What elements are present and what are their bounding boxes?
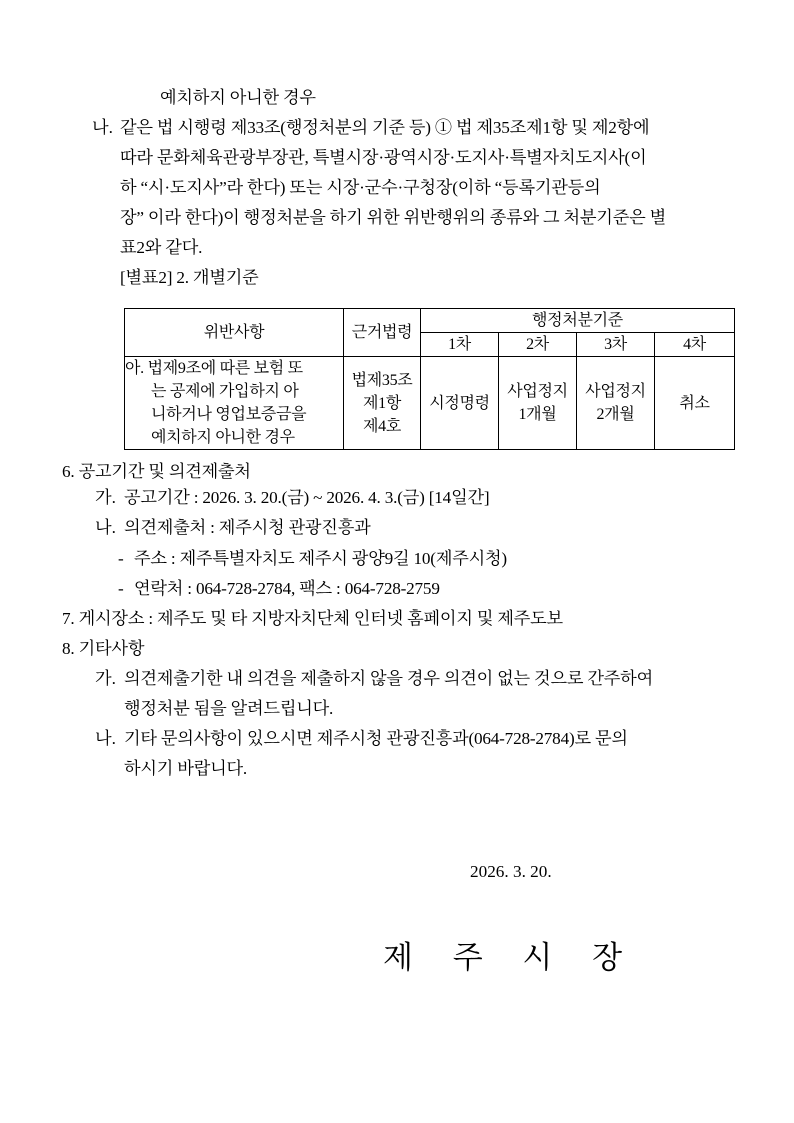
section-7	[62, 604, 563, 634]
section-6-item-na-marker: 나.	[95, 518, 116, 537]
section-8-item-ga-line-2: 행정처분 됨을 알려드립니다.	[124, 699, 334, 718]
disposition-table	[124, 308, 735, 450]
section-6-number: 6.	[62, 462, 75, 481]
disposition-table-wrapper	[124, 308, 734, 450]
step-2-duration: 1개월	[518, 406, 557, 423]
carryover-line: 예치하지 아니한 경우	[160, 88, 316, 107]
cell-step-1	[421, 357, 499, 450]
issuer-signature: 제 주 시 장	[383, 940, 639, 975]
violation-line-1: 아. 법제9조에 따른 보험 또	[125, 360, 303, 377]
section-6-address-text: 주소 : 제주특별자치도 제주시 광양9길 10(제주시청)	[134, 549, 507, 568]
section-7-title: 게시장소 : 제주도 및 타 지방자치단체 인터넷 홈페이지 및 제주도보	[78, 609, 563, 628]
violation-line-4: 예치하지 아니한 경우	[151, 429, 295, 446]
step-1-value: 시정명령	[429, 394, 490, 412]
step-2-value: 사업정지	[507, 383, 568, 400]
header-legal-basis: 근거법령	[344, 309, 421, 357]
step-3-duration: 2개월	[596, 406, 635, 423]
section-8-title: 기타사항	[78, 639, 145, 658]
item-na-line-5: 표2와 같다.	[120, 238, 203, 257]
section-8-number: 8.	[62, 639, 75, 658]
section-8-item-ga-text	[124, 664, 737, 724]
legal-basis-line-3: 제4호	[362, 417, 401, 435]
cell-step-4	[655, 357, 735, 450]
violation-line-2: 는 공제에 가입하지 아	[151, 383, 299, 400]
cell-violation	[125, 357, 344, 450]
section-8-item-ga-marker: 가.	[95, 669, 116, 688]
item-na-line-2: 따라 문화체육관광부장관, 특별시장·광역시장·도지사·특별자치도지사(이	[120, 148, 647, 167]
item-na-paragraph	[120, 113, 737, 263]
section-6-title: 공고기간 및 의견제출처	[78, 462, 251, 481]
table-row	[125, 357, 735, 450]
section-6-item-ga-text: 공고기간 : 2026. 3. 20.(금) ~ 2026. 4. 3.(금) [14일간]	[124, 488, 490, 507]
section-8-item-na-line-1: 기타 문의사항이 있으시면 제주시청 관광진흥과(064-728-2784)로 문의	[124, 729, 628, 748]
item-na-line-4: 장” 이라 한다)이 행정처분을 하기 위한 위반행위의 종류와 그 처분기준은 별	[120, 208, 667, 227]
table-header-row-1	[125, 309, 735, 333]
cell-legal-basis	[344, 357, 421, 450]
section-6-contact-text: 연락처 : 064-728-2784, 팩스 : 064-728-2759	[134, 579, 440, 598]
section-6-item-na-text: 의견제출처 : 제주시청 관광진흥과	[124, 518, 371, 537]
section-6-item-ga-marker: 가.	[95, 488, 116, 507]
header-step-3: 3차	[577, 333, 655, 357]
step-4-value: 취소	[679, 394, 710, 412]
violation-marker: 아.	[125, 360, 144, 377]
cell-step-3	[577, 357, 655, 450]
legal-basis-line-2: 제1항	[362, 394, 401, 412]
item-na-line-3: 하 “시·도지사”라 한다) 또는 시장·군수·구청장(이하 “등록기관등의	[120, 178, 601, 197]
table-caption: [별표2] 2. 개별기준	[120, 268, 259, 287]
section-8	[62, 634, 144, 664]
step-3-value: 사업정지	[585, 383, 646, 400]
header-violation: 위반사항	[125, 309, 344, 357]
item-na-line-1: 같은 법 시행령 제33조(행정처분의 기준 등) ① 법 제35조제1항 및 제2항에	[120, 118, 650, 137]
legal-basis-line-1: 법제35조	[351, 371, 413, 389]
header-step-4: 4차	[655, 333, 735, 357]
section-7-number: 7.	[62, 609, 75, 628]
header-step-2: 2차	[499, 333, 577, 357]
violation-line-3: 니하거나 영업보증금을	[151, 406, 307, 423]
item-na-marker: 나.	[92, 118, 113, 137]
section-6-contact-marker: -	[118, 579, 124, 598]
section-8-item-na-text	[124, 724, 737, 784]
header-disposition-group: 행정처분기준	[421, 309, 735, 333]
section-8-item-ga-line-1: 의견제출기한 내 의견을 제출하지 않을 경우 의견이 없는 것으로 간주하여	[124, 669, 653, 688]
section-8-item-na-marker: 나.	[95, 729, 116, 748]
section-8-item-na-line-2: 하시기 바랍니다.	[124, 759, 248, 778]
section-6-address-marker: -	[118, 549, 124, 568]
header-step-1: 1차	[421, 333, 499, 357]
cell-step-2	[499, 357, 577, 450]
issue-date: 2026. 3. 20.	[470, 862, 552, 881]
